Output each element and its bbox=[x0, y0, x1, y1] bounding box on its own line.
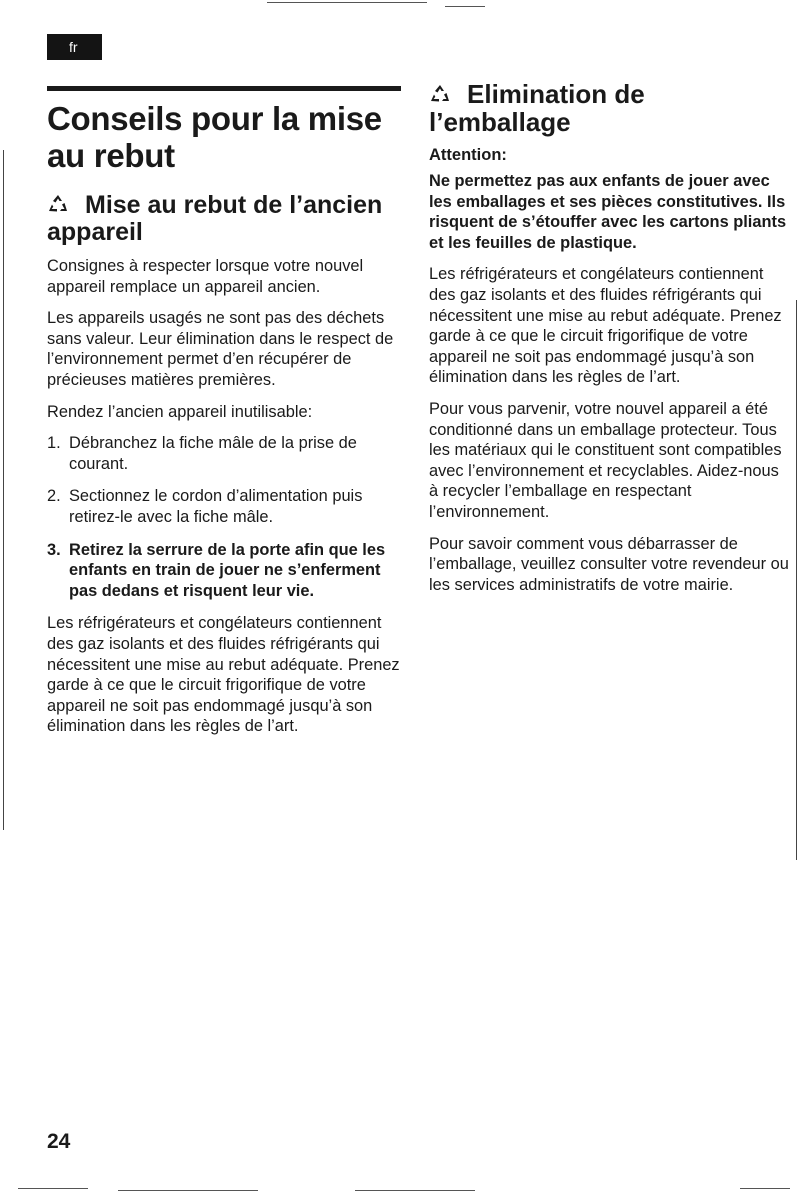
scan-line-right bbox=[796, 300, 797, 860]
scan-line-bottom-2 bbox=[118, 1190, 258, 1191]
paragraph-recovery: Les appareils usagés ne sont pas des déchets sans valeur. Leur élimination dans le respect de l’environnement permet d’en récupérer de précieuses matières premières. bbox=[47, 309, 394, 389]
paragraph-refrigerants-right: Les réfrigérateurs et congélateurs contiennent des gaz isolants et des fluides réfrigérants qui nécessitent une mise au rebut adéquate. Prenez garde à ce que le circuit frigorifique de votre appareil ne soit pas endommagé jusqu’à son élimination dans les règles de l’art. bbox=[429, 265, 782, 387]
list-item: 1. Débranchez la fiche mâle de la prise de courant. bbox=[47, 434, 357, 473]
scan-line-bottom bbox=[18, 1188, 88, 1189]
section-rule bbox=[47, 86, 401, 91]
scan-line-top-dash bbox=[445, 6, 485, 7]
attention-label: Attention: bbox=[429, 146, 507, 164]
section-heading-packaging bbox=[429, 80, 789, 136]
section-heading-text: Mise au rebut de l’ancien appareil bbox=[47, 191, 383, 246]
section-heading-text: Elimination de l’emballage bbox=[429, 79, 645, 137]
steps-list bbox=[47, 433, 407, 601]
scan-line-left bbox=[3, 150, 4, 830]
recycle-icon bbox=[47, 194, 69, 214]
scan-line-bottom-4 bbox=[740, 1188, 790, 1189]
list-item-warning: 3. Retirez la serrure de la porte afin que les enfants en train de jouer ne s’enferment pas dedans et risquent leur vie. bbox=[47, 540, 386, 600]
list-item: 2. Sectionnez le cordon d’alimentation puis retirez-le avec la fiche mâle. bbox=[47, 487, 363, 526]
page-title: Conseils pour la mise au rebut bbox=[47, 100, 382, 174]
paragraph-disposal-contact: Pour savoir comment vous débarrasser de l’emballage, veuillez consulter votre revendeur ou les services administratifs de votre mairie. bbox=[429, 534, 789, 594]
intro-paragraph: Consignes à respecter lorsque votre nouvel appareil remplace un appareil ancien. bbox=[47, 257, 364, 296]
warning-paragraph: Ne permettez pas aux enfants de jouer avec les emballages et ses pièces constitutives. Ils risquent de s’étouffer avec les cartons pliants et les feuilles de plastique. bbox=[429, 172, 787, 252]
language-tab: fr bbox=[47, 34, 102, 60]
paragraph-refrigerants: Les réfrigérateurs et congélateurs contiennent des gaz isolants et des fluides réfrigérants qui nécessitent une mise au rebut adéquate. Prenez garde à ce que le circuit frigorifique de votre appareil ne soit pas endommagé jusqu’à son élimination dans les règles de l’art. bbox=[47, 614, 400, 736]
paragraph-render-unusable: Rendez l’ancien appareil inutilisable: bbox=[47, 402, 313, 421]
scan-line-top bbox=[267, 2, 427, 3]
section-heading-old-appliance bbox=[47, 192, 407, 246]
left-column bbox=[47, 100, 407, 748]
scan-line-bottom-3 bbox=[355, 1190, 475, 1191]
recycle-icon bbox=[429, 84, 451, 104]
page-number: 24 bbox=[47, 1130, 71, 1153]
paragraph-packaging: Pour vous parvenir, votre nouvel appareil a été conditionné dans un emballage protecteur. Tous les matériaux qui le constituent sont compatibles avec l’environnement et recyclables. Aidez-nous à recycler l’emballage en respectant l’environnement. bbox=[429, 399, 782, 521]
right-column bbox=[429, 80, 789, 606]
